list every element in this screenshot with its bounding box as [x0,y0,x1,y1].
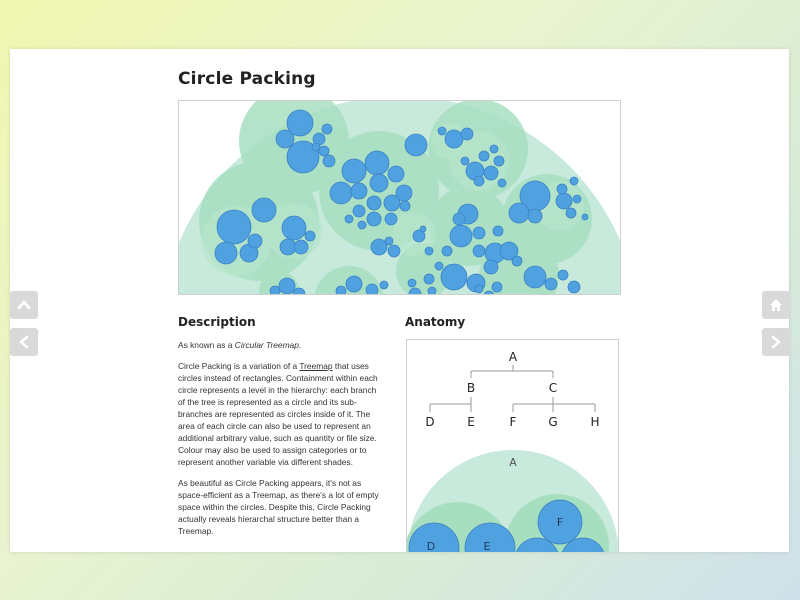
anatomy-diagram [406,339,619,552]
home-button[interactable] [762,291,790,319]
aka-term: Circular Treemap [234,340,299,350]
comparison-paragraph: As beautiful as Circle Packing appears, it's not as space-efficient as a Treemap, as there's a lot of empty space within the circles. Despite this, Circle Packing actually reveals hierarchal structure better than a Treemap. [178,478,379,536]
aka-suffix: . [298,340,302,350]
tree-node-f: F [509,415,517,429]
chevron-left-icon [16,334,32,350]
tree-node-b: B [466,381,476,395]
tree-node-c: C [548,381,558,395]
tree-node-e: E [467,415,475,429]
home-icon [768,297,784,313]
pack-label-f: F [556,516,564,529]
pack-label-a: A [509,456,517,469]
description-text [178,339,383,546]
chevron-right-icon [768,334,784,350]
scroll-up-button[interactable] [10,291,38,319]
aka-paragraph [178,339,383,351]
tree-node-d: D [425,415,435,429]
description-heading: Description [178,315,256,329]
tree-node-h: H [590,415,600,429]
chevron-up-icon [16,297,32,313]
page-title: Circle Packing [178,69,316,89]
circle-packing-illustration [178,100,621,295]
tree-node-g: G [548,415,558,429]
anatomy-graphic [407,340,619,552]
description-paragraph [178,360,383,468]
p2-before-link: Circle Packing is a variation of a [178,361,300,371]
next-button[interactable] [762,328,790,356]
content-window [10,49,789,552]
anatomy-heading: Anatomy [405,315,466,329]
aka-prefix: As known as a [178,340,235,350]
pack-label-e: E [483,540,491,552]
previous-button[interactable] [10,328,38,356]
tree-node-a: A [508,350,518,364]
p2-after-link: that uses circles instead of rectangles. Containment within each circle represents a level in the hierarchy: each branch of the tree is represented as a circle and its sub-branches are represented as circles inside of it. The area of each circle can also be used to represent an additional arbitrary value, such as quantity or file size. Colour may also be used to assign categories or to represent another variable via different shades. [178,361,378,467]
pack-label-d: D [426,540,436,552]
treemap-link[interactable]: Treemap [299,361,333,371]
circle-packing-graphic [179,101,621,295]
